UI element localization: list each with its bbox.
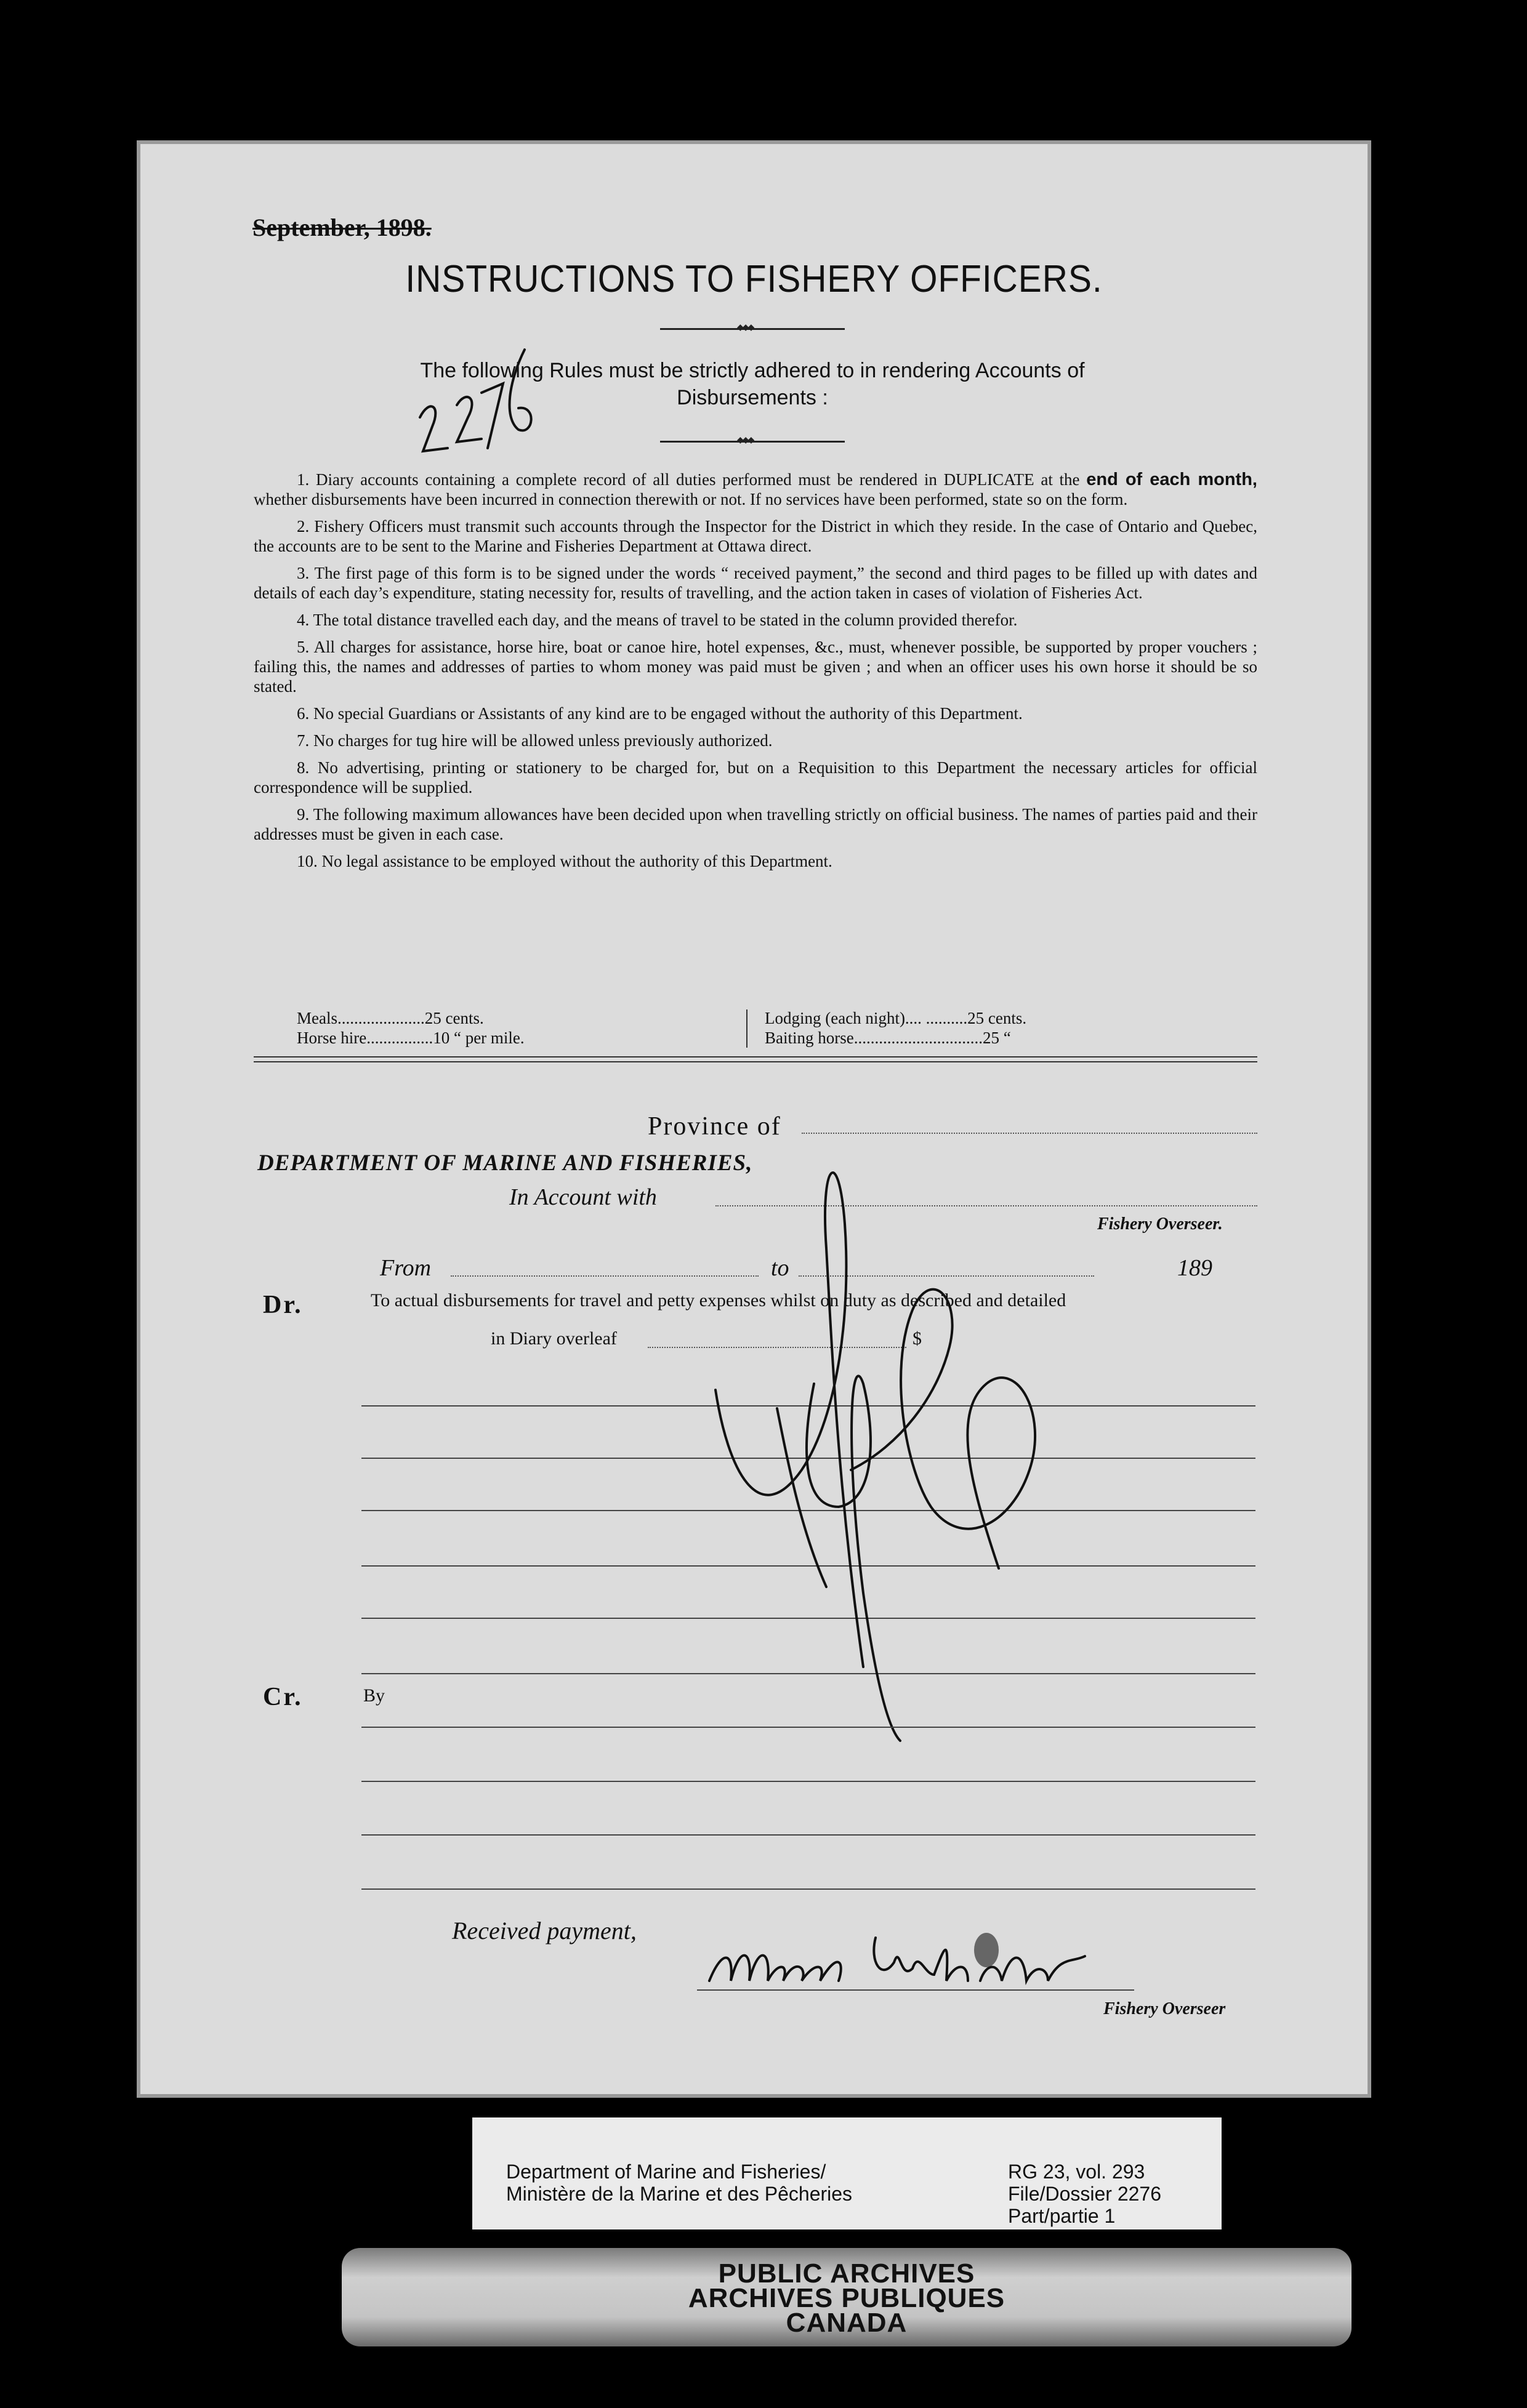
date-line: September, 1898. <box>252 214 432 241</box>
rule-9: 9. The following maximum allowances have been decided upon when travelling strictly on official business. The names of parties paid and their addresses must be given in each case. <box>254 805 1257 843</box>
archives-stamp <box>342 2248 1352 2346</box>
handwritten-file-number <box>395 325 555 467</box>
rule-4: 4. The total distance travelled each day, and the means of travel to be stated in the column provided therefor. <box>297 611 1018 629</box>
title-ornament <box>660 328 845 330</box>
archive-dept-fr: Ministère de la Marine et des Pêcheries <box>506 2183 853 2205</box>
allowance-baiting-horse: Baiting horse...............................25 “ <box>765 1029 1011 1047</box>
cr-entry-line-3 <box>361 1834 1255 1836</box>
allowance-horse-hire: Horse hire................10 “ per mile. <box>297 1029 525 1047</box>
department-heading: DEPARTMENT OF MARINE AND FISHERIES, <box>257 1150 753 1176</box>
allowance-lodging: Lodging (each night).... ..........25 cents. <box>765 1009 1027 1027</box>
document-page <box>137 140 1371 2098</box>
archive-file: File/Dossier 2276 <box>1008 2183 1161 2205</box>
document-title: INSTRUCTIONS TO FISHERY OFFICERS. <box>405 258 1103 300</box>
disbursement-text: To actual disbursements for travel and petty expenses whilst on duty as described and detailed <box>371 1290 1066 1310</box>
subtitle-line-2: Disbursements : <box>677 386 828 409</box>
handwritten-signature <box>691 1913 1134 2012</box>
to-label: to <box>771 1255 789 1281</box>
stamp-line-2: ARCHIVES PUBLIQUES <box>688 2283 1005 2313</box>
diary-text: in Diary overleaf <box>491 1328 617 1349</box>
ink-blot <box>974 1933 999 1967</box>
by-label: By <box>363 1685 385 1706</box>
rule-1: 1. Diary accounts containing a complete record of all duties performed must be rendered in DUPLICATE at the end of each month, whether disbursements have been incurred in connection therewith or not. If no services have been performed, state so on the form. <box>254 470 1257 508</box>
rule-2: 2. Fishery Officers must transmit such accounts through the Inspector for the District in which they reside. In the case of Ontario and Quebec, the accounts are to be sent to the Marine and Fisheries Department at Ottawa direct. <box>254 517 1257 555</box>
dr-label: Dr. <box>263 1291 303 1319</box>
rules-list <box>254 470 1257 878</box>
rule-8: 8. No advertising, printing or stationery to be charged for, but on a Requisition to this Department the necessary articles for official correspondence will be supplied. <box>254 758 1257 797</box>
stamp-line-3: CANADA <box>786 2308 908 2338</box>
archive-dept-en: Department of Marine and Fisheries/ <box>506 2161 826 2183</box>
cr-entry-line-4 <box>361 1888 1255 1890</box>
cr-entry-line-2 <box>361 1781 1255 1782</box>
double-rule-bottom <box>254 1061 1257 1062</box>
signature-title: Fishery Overseer <box>1103 1999 1226 2018</box>
rule-3: 3. The first page of this form is to be signed under the words “ received payment,” the second and third pages to be filled up with dates and details of each day’s expenditure, stating necessity for, results of travelling, and the action taken in cases of violation of Fisheries Act. <box>254 564 1257 602</box>
rule-7: 7. No charges for tug hire will be allowed unless previously authorized. <box>297 731 773 750</box>
rule-10: 10. No legal assistance to be employed without the authority of this Department. <box>297 852 832 870</box>
archive-part: Part/partie 1 <box>1008 2205 1116 2227</box>
cancellation-scrawl <box>642 1125 1122 1778</box>
dollar-sign: $ <box>913 1328 922 1349</box>
cr-entry-line-1 <box>361 1727 1255 1728</box>
year-label: 189 <box>1177 1255 1212 1281</box>
subtitle-ornament <box>660 441 845 443</box>
archive-rg: RG 23, vol. 293 <box>1008 2161 1145 2183</box>
allowance-meals: Meals.....................25 cents. <box>297 1009 484 1027</box>
double-rule-top <box>254 1056 1257 1058</box>
received-payment-label: Received payment, <box>452 1917 637 1944</box>
allowance-divider <box>746 1009 747 1048</box>
stamp-line-1: PUBLIC ARCHIVES <box>718 2258 975 2289</box>
from-label: From <box>380 1255 432 1281</box>
subtitle-line-1: The following Rules must be strictly adhered to in rendering Accounts of <box>420 359 1085 382</box>
fishery-overseer-caption: Fishery Overseer. <box>1097 1214 1223 1234</box>
archive-label-card <box>472 2117 1222 2229</box>
cr-label: Cr. <box>263 1683 303 1711</box>
rule-6: 6. No special Guardians or Assistants of any kind are to be engaged without the authority of this Department. <box>297 704 1023 723</box>
province-label: Province of <box>648 1112 781 1141</box>
in-account-with-label: In Account with <box>509 1184 657 1210</box>
rule-5: 5. All charges for assistance, horse hire, boat or canoe hire, hotel expenses, &c., must, whenever possible, be supported by proper vouchers ; failing this, the names and addresses of parties to whom money was paid must be given ; and when an officer uses his own horse it should be so stated. <box>254 638 1257 696</box>
